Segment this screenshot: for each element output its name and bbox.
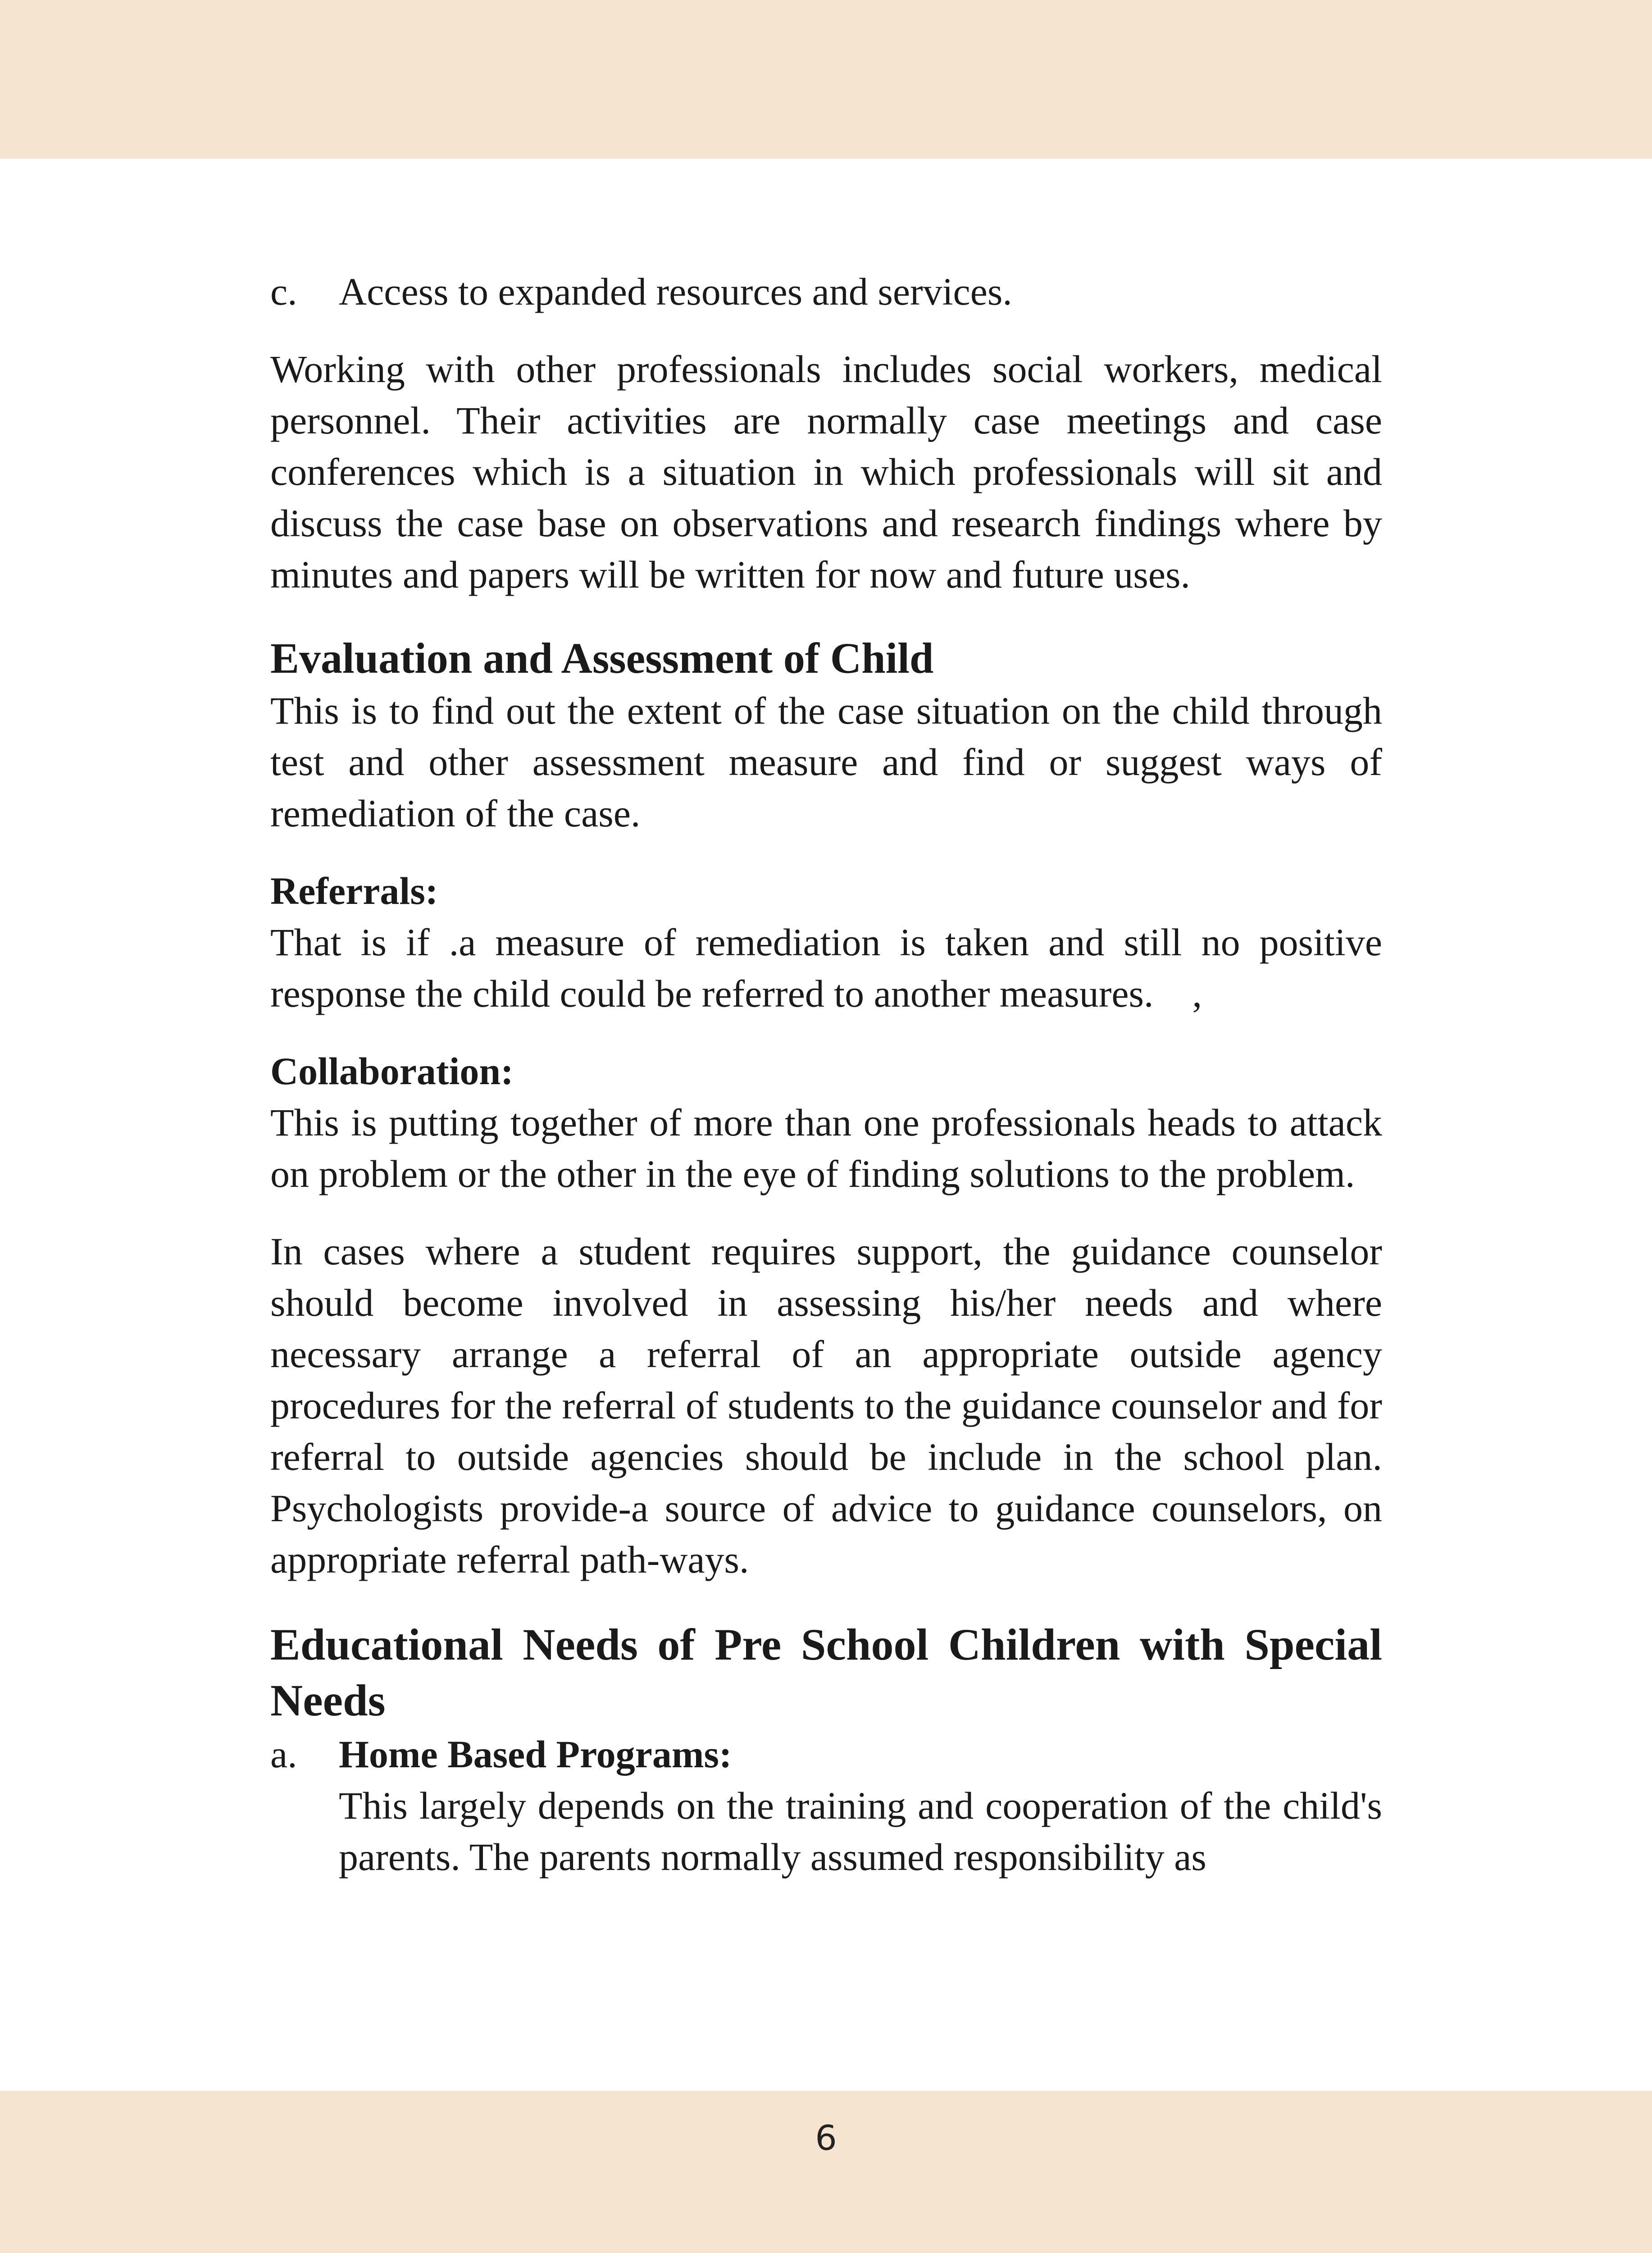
- paragraph-professionals: Working with other professionals includes social workers, medical personnel. Their activities are normally case meetings and case conferences which is a situation in which professionals will sit and discuss the case base on observations and research findings where by minutes and papers will be written for now and future uses.: [270, 347, 1382, 596]
- top-margin-band: [0, 0, 1652, 159]
- list-item-title: Home Based Programs:: [339, 1733, 732, 1776]
- page-content: [270, 266, 1382, 1883]
- list-marker: c.: [270, 270, 297, 313]
- section-heading-collaboration: Collaboration:: [270, 1049, 514, 1093]
- list-item-a: [270, 1729, 1382, 1883]
- list-item-text: This largely depends on the training and cooperation of the child's parents. The parents normally assumed responsibility as: [339, 1784, 1382, 1879]
- section-heading-educational-needs: Educational Needs of Pre School Children with Special Needs: [270, 1619, 1382, 1725]
- bottom-margin-band: [0, 2091, 1652, 2253]
- paragraph-collaboration: This is putting together of more than one professionals heads to attack on problem or the other in the eye of finding solutions to the problem.: [270, 1101, 1382, 1195]
- paragraph-evaluation: This is to find out the extent of the case situation on the child through test and other assessment measure and find or suggest ways of remediation of the case.: [270, 689, 1382, 835]
- list-marker: a.: [270, 1733, 297, 1776]
- list-item-body: [339, 1729, 1382, 1883]
- list-item-text: Access to expanded resources and services.: [339, 270, 1012, 313]
- section-heading-referrals: Referrals:: [270, 869, 438, 912]
- paragraph-support: In cases where a student requires support, the guidance counselor should become involved in assessing his/her needs and where necessary arrange a referral of an appropriate outside agency procedures for the referral of students to the guidance counselor and for referral to outside agencies should be include in the school plan. Psychologists provide-a source of advice to guidance counselors, on appropriate referral path-ways.: [270, 1230, 1382, 1581]
- section-heading-evaluation: Evaluation and Assessment of Child: [270, 634, 934, 682]
- list-item-c: [270, 266, 1382, 317]
- paragraph-referrals: That is if .a measure of remediation is taken and still no positive response the child could be referred to another measures. ,: [270, 921, 1382, 1015]
- page-number: 6: [815, 2118, 837, 2158]
